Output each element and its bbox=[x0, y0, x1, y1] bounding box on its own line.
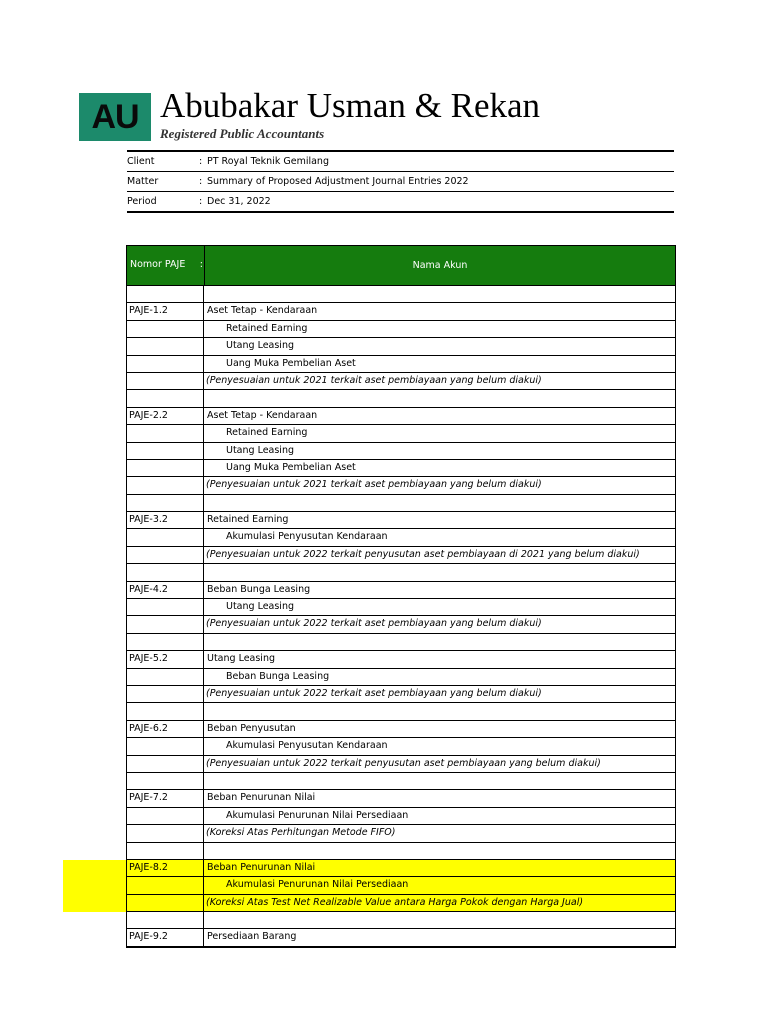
account-name-cell: Aset Tetap - Kendaraan bbox=[207, 305, 318, 317]
info-label: Matter bbox=[127, 176, 159, 187]
account-name-cell: Akumulasi Penyusutan Kendaraan bbox=[226, 740, 388, 752]
paje-number-cell bbox=[127, 425, 204, 441]
paje-number-cell bbox=[127, 599, 204, 615]
paje-number-cell bbox=[127, 373, 204, 389]
paje-number-cell: PAJE-3.2 bbox=[127, 512, 204, 528]
header-nomor-label: Nomor PAJE bbox=[130, 259, 186, 270]
header-colon: : bbox=[199, 259, 203, 270]
header-nama-akun: Nama Akun bbox=[412, 260, 468, 271]
paje-number-cell: PAJE-6.2 bbox=[127, 721, 204, 737]
paje-number-cell bbox=[127, 460, 204, 476]
engagement-info bbox=[127, 150, 674, 213]
blank-row bbox=[127, 773, 675, 790]
account-name-cell: Uang Muka Pembelian Aset bbox=[226, 357, 356, 369]
entry-note-cell: (Penyesuaian untuk 2021 terkait aset pembiayaan yang belum diakui) bbox=[206, 479, 542, 491]
blank-row bbox=[127, 495, 675, 512]
account-name-cell: Beban Bunga Leasing bbox=[226, 670, 330, 682]
account-name-cell: Beban Penyusutan bbox=[207, 722, 296, 734]
paje-number-cell bbox=[127, 738, 204, 754]
paje-number-cell bbox=[127, 686, 204, 702]
journal-row bbox=[127, 825, 675, 842]
entry-note-cell: (Koreksi Atas Test Net Realizable Value antara Harga Pokok dengan Harga Jual) bbox=[204, 895, 675, 911]
info-row-matter bbox=[127, 172, 674, 192]
info-colon: : bbox=[199, 176, 203, 187]
account-name-cell: Beban Bunga Leasing bbox=[207, 583, 311, 595]
paje-number-cell bbox=[127, 756, 204, 772]
firm-subtitle: Registered Public Accountants bbox=[160, 126, 325, 141]
journal-row bbox=[127, 356, 675, 373]
journal-row bbox=[127, 425, 675, 442]
paje-number-cell bbox=[127, 634, 204, 650]
paje-number-cell: PAJE-8.2 bbox=[127, 860, 204, 876]
account-name-cell bbox=[204, 773, 675, 789]
journal-row bbox=[127, 529, 675, 546]
journal-row bbox=[127, 443, 675, 460]
paje-number-cell: PAJE-5.2 bbox=[127, 651, 204, 667]
paje-number-cell bbox=[127, 564, 204, 580]
journal-row bbox=[127, 338, 675, 355]
paje-number-cell: PAJE-1.2 bbox=[127, 303, 204, 319]
entry-note-cell: (Penyesuaian untuk 2022 terkait penyusutan aset pembiayaan di 2021 yang belum diakui) bbox=[206, 548, 640, 560]
blank-row bbox=[127, 390, 675, 407]
paje-number-cell bbox=[127, 495, 204, 511]
info-colon: : bbox=[199, 196, 203, 207]
header-nomor-paje bbox=[127, 246, 205, 285]
journal-row bbox=[127, 669, 675, 686]
account-name-cell: Utang Leasing bbox=[226, 601, 295, 613]
journal-row bbox=[127, 477, 675, 494]
account-name-cell: Akumulasi Penurunan Nilai Persediaan bbox=[226, 809, 409, 821]
paje-number-cell bbox=[127, 703, 204, 719]
blank-row bbox=[127, 286, 675, 303]
journal-row bbox=[127, 686, 675, 703]
account-name-cell bbox=[204, 843, 675, 859]
paje-number-cell bbox=[127, 877, 204, 893]
info-row-client bbox=[127, 150, 674, 172]
journal-row bbox=[127, 756, 675, 773]
info-label: Client bbox=[127, 156, 155, 167]
account-name-cell: Retained Earning bbox=[226, 427, 308, 439]
paje-number-cell bbox=[127, 669, 204, 685]
paje-number-cell: PAJE-9.2 bbox=[127, 929, 204, 945]
journal-row bbox=[127, 808, 675, 825]
account-name-cell bbox=[204, 703, 675, 719]
blank-row bbox=[127, 703, 675, 720]
entry-note-cell: (Penyesuaian untuk 2022 terkait aset pembiayaan yang belum diakui) bbox=[206, 687, 542, 699]
info-value: PT Royal Teknik Gemilang bbox=[207, 156, 329, 167]
blank-row bbox=[127, 634, 675, 651]
info-label: Period bbox=[127, 196, 157, 207]
entry-note-cell: (Penyesuaian untuk 2022 terkait penyusutan aset pembiayaan yang belum diakui) bbox=[206, 757, 601, 769]
blank-row bbox=[127, 912, 675, 929]
journal-row bbox=[127, 582, 675, 599]
paje-number-cell bbox=[127, 356, 204, 372]
paje-number-cell bbox=[127, 477, 204, 493]
entry-note-cell: (Koreksi Atas Perhitungan Metode FIFO) bbox=[206, 827, 396, 839]
entry-note-cell: (Penyesuaian untuk 2022 terkait aset pembiayaan yang belum diakui) bbox=[206, 618, 542, 630]
entry-note-cell: (Penyesuaian untuk 2021 terkait aset pembiayaan yang belum diakui) bbox=[206, 374, 542, 386]
account-name-cell bbox=[204, 564, 675, 580]
paje-number-cell bbox=[127, 321, 204, 337]
account-name-cell: Retained Earning bbox=[226, 322, 308, 334]
info-value: Dec 31, 2022 bbox=[207, 196, 271, 207]
journal-row bbox=[127, 373, 675, 390]
journal-row bbox=[127, 460, 675, 477]
paje-number-cell: PAJE-4.2 bbox=[127, 582, 204, 598]
paje-table bbox=[126, 245, 676, 948]
paje-number-cell: PAJE-7.2 bbox=[127, 790, 204, 806]
paje-number-cell bbox=[127, 390, 204, 406]
account-name-cell: Retained Earning bbox=[207, 514, 289, 526]
account-name-cell: Utang Leasing bbox=[226, 444, 295, 456]
journal-row bbox=[127, 599, 675, 616]
journal-row bbox=[127, 860, 675, 877]
paje-number-cell bbox=[127, 843, 204, 859]
paje-number-cell bbox=[127, 825, 204, 841]
account-name-cell: Uang Muka Pembelian Aset bbox=[226, 461, 356, 473]
journal-row bbox=[127, 721, 675, 738]
info-colon: : bbox=[199, 156, 203, 167]
account-name-cell: Akumulasi Penurunan Nilai Persediaan bbox=[204, 877, 675, 893]
paje-number-cell bbox=[127, 529, 204, 545]
account-name-cell: Utang Leasing bbox=[226, 340, 295, 352]
journal-row bbox=[127, 651, 675, 668]
logo-text: AU bbox=[91, 97, 139, 136]
account-name-cell bbox=[204, 390, 675, 406]
account-name-cell bbox=[204, 634, 675, 650]
blank-row bbox=[127, 843, 675, 860]
journal-row bbox=[127, 408, 675, 425]
journal-row bbox=[127, 512, 675, 529]
journal-row bbox=[127, 929, 675, 946]
paje-number-cell: PAJE-2.2 bbox=[127, 408, 204, 424]
account-name-cell: Utang Leasing bbox=[207, 653, 276, 665]
paje-number-cell bbox=[127, 338, 204, 354]
account-name-cell: Aset Tetap - Kendaraan bbox=[207, 409, 318, 421]
paje-number-cell bbox=[127, 808, 204, 824]
paje-number-cell bbox=[127, 773, 204, 789]
account-name-cell: Akumulasi Penyusutan Kendaraan bbox=[226, 531, 388, 543]
account-name-cell: Persediaan Barang bbox=[207, 931, 297, 943]
firm-logo bbox=[79, 93, 151, 141]
firm-name: Abubakar Usman & Rekan bbox=[160, 86, 541, 125]
journal-row bbox=[127, 877, 675, 894]
highlight-margin bbox=[63, 860, 126, 912]
journal-row bbox=[127, 547, 675, 564]
journal-row bbox=[127, 321, 675, 338]
paje-number-cell bbox=[127, 616, 204, 632]
account-name-cell bbox=[204, 286, 675, 302]
table-header bbox=[127, 245, 675, 286]
account-name-cell bbox=[204, 495, 675, 511]
paje-number-cell bbox=[127, 443, 204, 459]
paje-number-cell bbox=[127, 912, 204, 928]
journal-row bbox=[127, 303, 675, 320]
journal-row bbox=[127, 895, 675, 912]
account-name-cell: Beban Penurunan Nilai bbox=[207, 792, 316, 804]
account-name-cell: Beban Penurunan Nilai bbox=[204, 860, 675, 876]
account-name-cell bbox=[204, 912, 675, 928]
journal-row bbox=[127, 738, 675, 755]
info-value: Summary of Proposed Adjustment Journal Entries 2022 bbox=[207, 176, 469, 187]
paje-number-cell bbox=[127, 895, 204, 911]
journal-row bbox=[127, 616, 675, 633]
blank-row bbox=[127, 564, 675, 581]
paje-number-cell bbox=[127, 286, 204, 302]
journal-row bbox=[127, 790, 675, 807]
info-row-period bbox=[127, 192, 674, 213]
paje-number-cell bbox=[127, 547, 204, 563]
